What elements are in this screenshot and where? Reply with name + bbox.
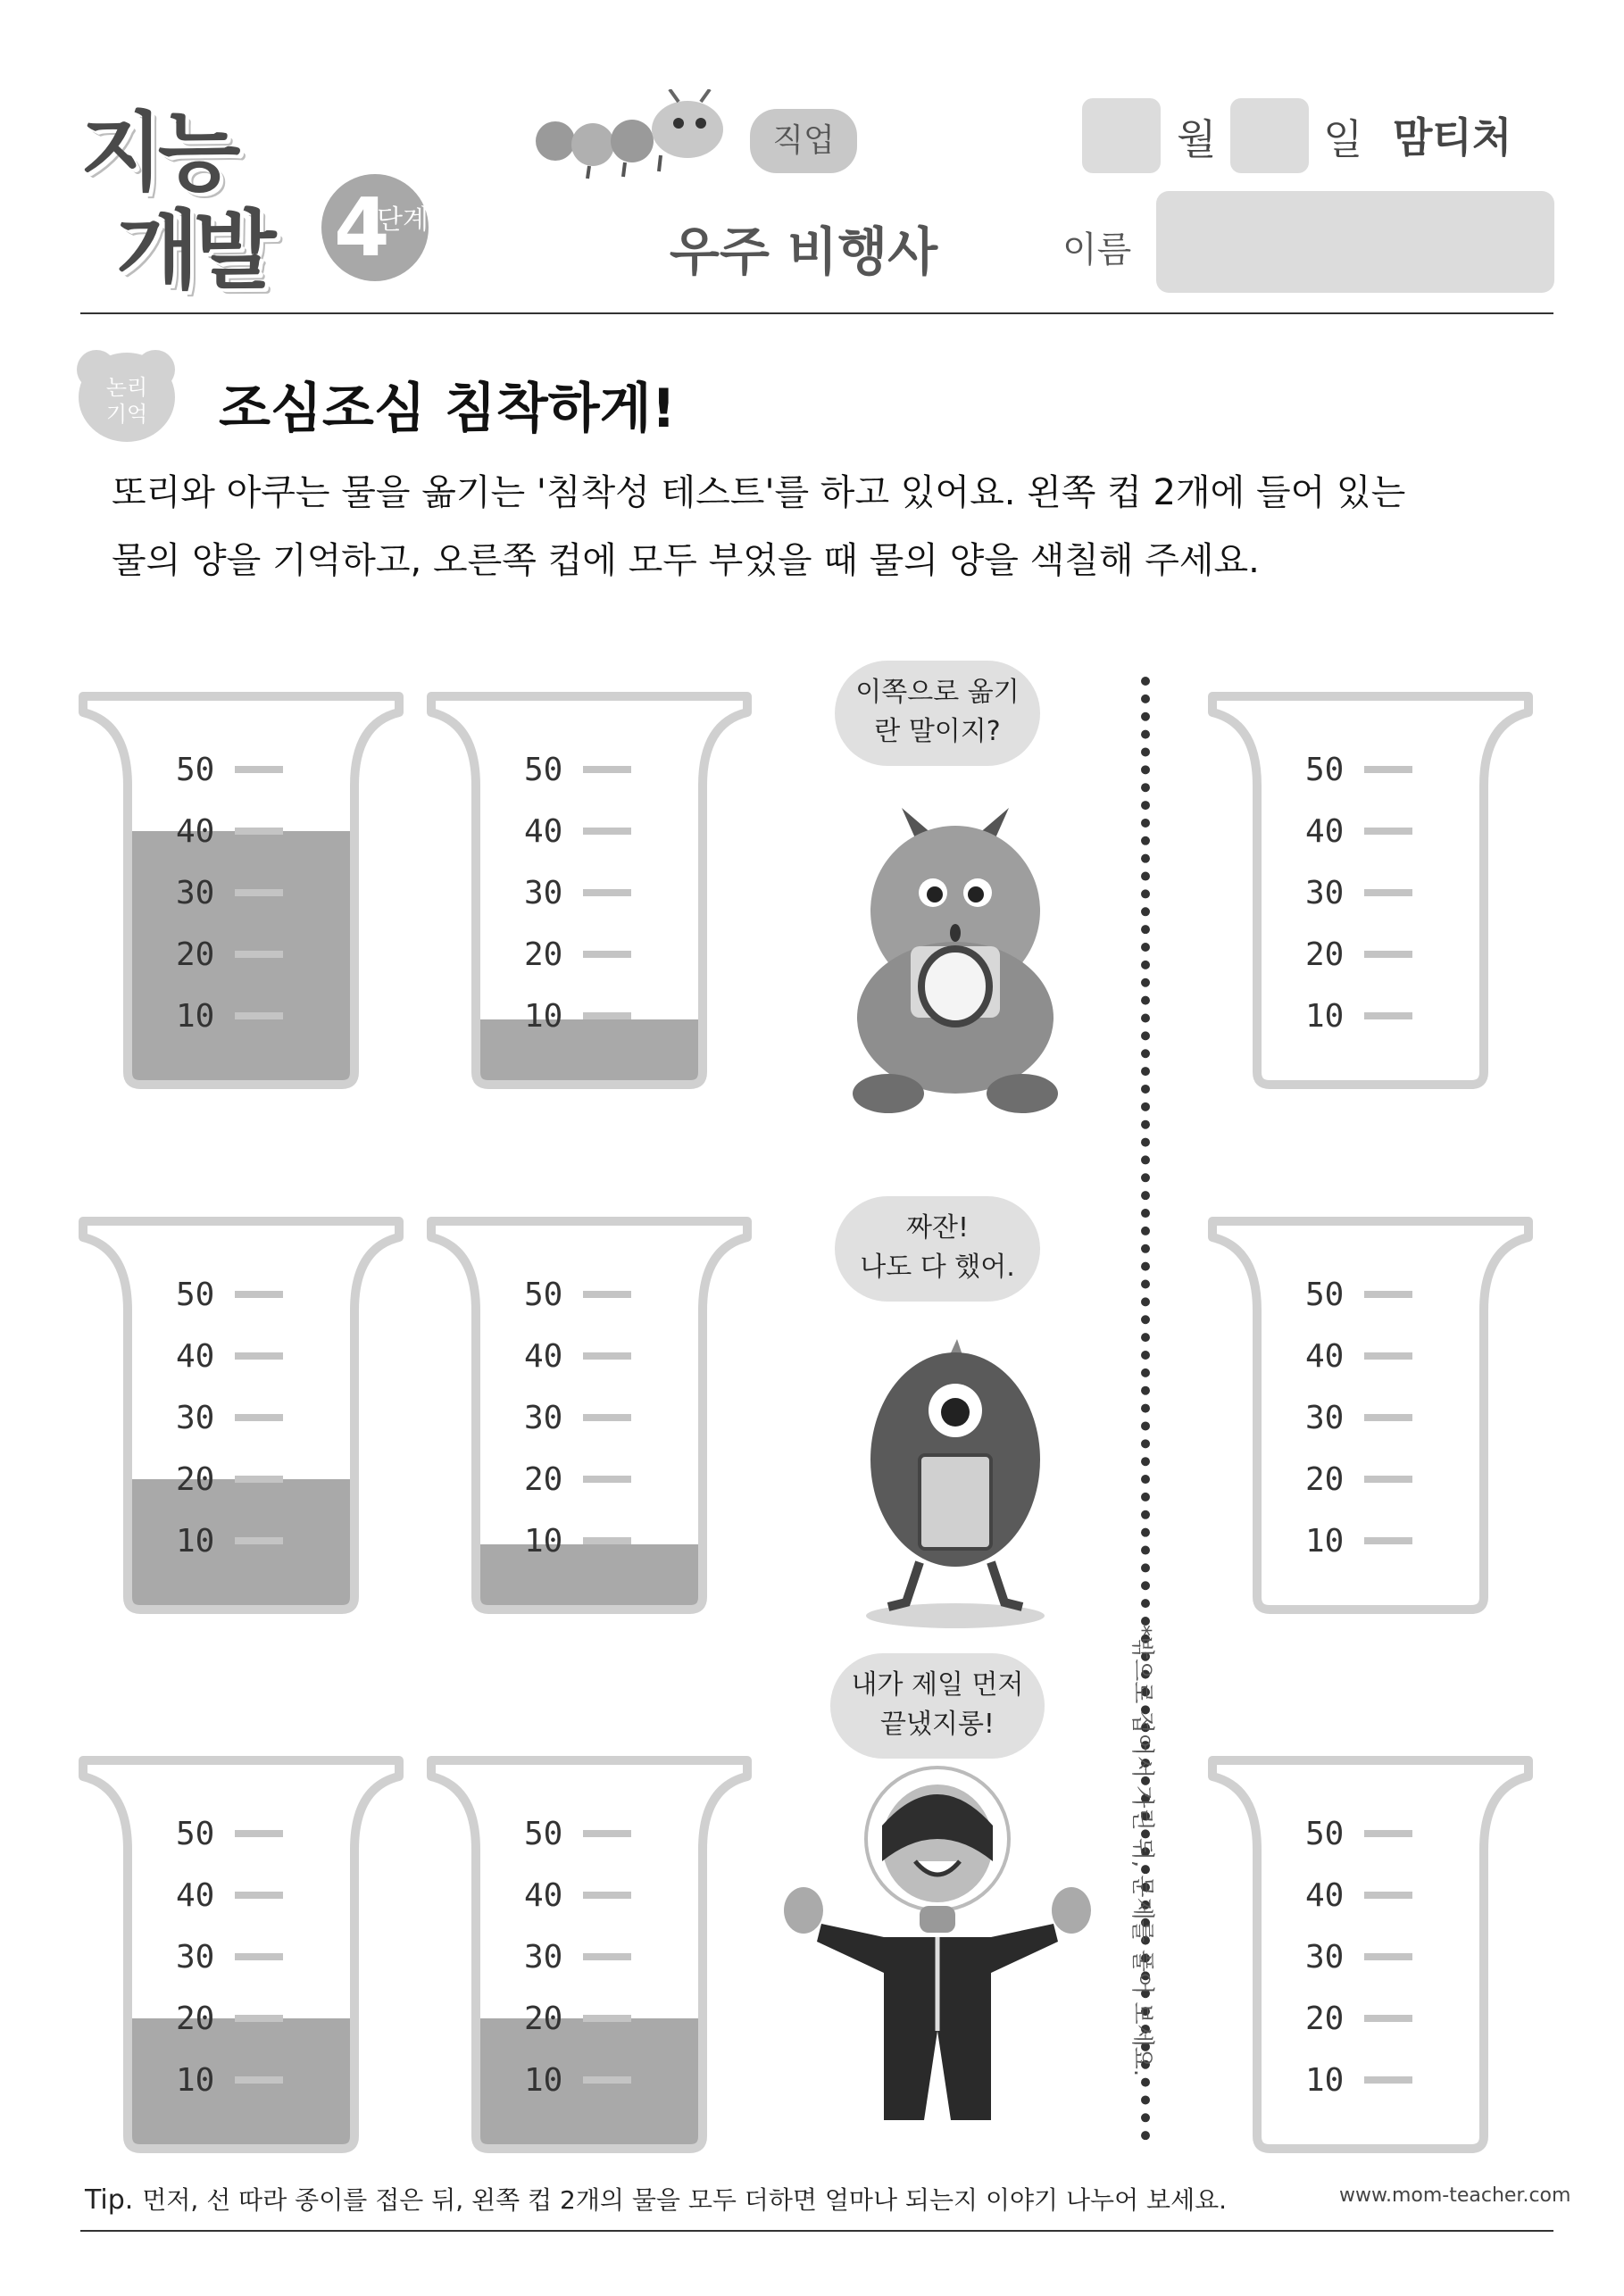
speech-bubble-3 — [830, 1653, 1045, 1759]
footer-divider — [80, 2230, 1553, 2232]
page-title: 조심조심 침착하게! — [219, 378, 676, 440]
scale-label: 10 — [176, 2062, 215, 2099]
scale-label: 10 — [1305, 2062, 1345, 2099]
scale-label: 50 — [1305, 1816, 1345, 1852]
logo — [80, 85, 455, 301]
water-fill — [476, 1019, 703, 1085]
name-field[interactable] — [1156, 191, 1554, 293]
scale-label: 40 — [524, 1338, 563, 1375]
speech-bubble-1 — [835, 661, 1040, 766]
bubble-2-line-1: 짜잔! — [906, 1212, 969, 1244]
tip-body: 먼저, 선 따라 종이를 접은 뒤, 왼쪽 컵 2개의 물을 모두 더하면 얼마나 되는지 이야기 나누어 보세요. — [142, 2185, 1228, 2215]
scale-label: 30 — [524, 1939, 563, 1976]
scale-label: 50 — [524, 1277, 563, 1313]
category-badge — [79, 353, 175, 442]
scale-label: 20 — [524, 2001, 563, 2037]
tip-text — [85, 2181, 1227, 2217]
row-1-left-cup-1 — [76, 687, 406, 1098]
scale-label: 10 — [176, 998, 215, 1035]
row-3-answer-cup[interactable] — [1205, 1751, 1536, 2162]
scale-label: 50 — [176, 1816, 215, 1852]
step-label: 단계 — [377, 204, 429, 236]
scale-label: 20 — [524, 1461, 563, 1498]
scale-label: 20 — [176, 936, 215, 973]
scale-label: 40 — [1305, 1877, 1345, 1914]
scale-label: 10 — [524, 2062, 563, 2099]
scale-label: 30 — [1305, 1400, 1345, 1436]
logo-text-top: 지능 — [80, 103, 236, 203]
scale-label: 20 — [176, 1461, 215, 1498]
scale-label: 40 — [176, 1338, 215, 1375]
tip-label: Tip. — [85, 2184, 134, 2216]
scale-label: 40 — [176, 1877, 215, 1914]
row-2-answer-cup[interactable] — [1205, 1212, 1536, 1623]
scale-label: 50 — [524, 1816, 563, 1852]
brand-logo: 맘티처 — [1393, 113, 1512, 162]
scale-label: 30 — [176, 1939, 215, 1976]
scale-label: 30 — [1305, 1939, 1345, 1976]
instruction-line-2: 물의 양을 기억하고, 오른쪽 컵에 모두 부었을 때 물의 양을 색칠해 주세요. — [112, 540, 1260, 581]
name-label: 이름 — [1062, 229, 1132, 270]
website-url: www.mom-teacher.com — [1339, 2184, 1571, 2207]
bubble-1-line-1: 이쪽으로 옮기 — [855, 677, 1020, 708]
step-badge — [321, 174, 429, 281]
scale-label: 40 — [524, 813, 563, 850]
scale-label: 30 — [524, 875, 563, 911]
row-1-answer-cup[interactable] — [1205, 687, 1536, 1098]
step-number: 4 — [334, 181, 390, 275]
scale-label: 40 — [1305, 813, 1345, 850]
scale-label: 40 — [176, 813, 215, 850]
header-divider — [80, 312, 1553, 314]
caterpillar-icon — [536, 89, 741, 187]
row-2-left-cup-1 — [76, 1212, 406, 1623]
badge-line-1: 논리 — [105, 375, 148, 400]
bubble-1-line-2: 란 말이지? — [874, 716, 1001, 747]
scale-label: 30 — [176, 875, 215, 911]
scale-label: 10 — [524, 1523, 563, 1560]
scale-label: 50 — [524, 752, 563, 788]
scale-label: 10 — [524, 998, 563, 1035]
job-name: 우주 비행사 — [669, 221, 938, 282]
scale-label: 40 — [524, 1877, 563, 1914]
scale-label: 10 — [1305, 1523, 1345, 1560]
scale-label: 20 — [176, 2001, 215, 2037]
job-tag: 직업 — [750, 109, 857, 173]
speech-bubble-2 — [835, 1196, 1040, 1302]
logo-text-bottom: 개발 — [116, 201, 271, 301]
month-box[interactable] — [1082, 98, 1161, 173]
scale-label: 50 — [1305, 1277, 1345, 1313]
scale-label: 50 — [1305, 752, 1345, 788]
bubble-3-line-1: 내가 제일 먼저 — [851, 1669, 1024, 1701]
badge-line-2: 기억 — [105, 402, 148, 427]
row-2-left-cup-2 — [424, 1212, 754, 1623]
row-3-left-cup-2 — [424, 1751, 754, 2162]
scale-label: 40 — [1305, 1338, 1345, 1375]
fold-note: *밖으로 접어서 가린 뒤, 문제를 풀어 보세요. — [1128, 1625, 1155, 2077]
row-3-left-cup-1 — [76, 1751, 406, 2162]
bubble-3-line-2: 끝냈지롱! — [880, 1709, 995, 1740]
scale-label: 20 — [1305, 936, 1345, 973]
astronaut-kid-character — [768, 1763, 1107, 2138]
scale-label: 20 — [1305, 2001, 1345, 2037]
bubble-2-line-2: 나도 다 했어. — [860, 1252, 1015, 1283]
day-box[interactable] — [1230, 98, 1309, 173]
water-fill — [476, 1544, 703, 1610]
scale-label: 10 — [1305, 998, 1345, 1035]
scale-label: 50 — [176, 1277, 215, 1313]
one-eyed-monster-character — [821, 1339, 1089, 1634]
scale-label: 20 — [524, 936, 563, 973]
instruction-line-1: 또리와 아쿠는 물을 옮기는 '침착성 테스트'를 하고 있어요. 왼쪽 컵 2개에 들어 있는 — [112, 472, 1406, 513]
scale-label: 30 — [524, 1400, 563, 1436]
day-label: 일 — [1323, 115, 1363, 163]
row-1-left-cup-2 — [424, 687, 754, 1098]
scale-label: 20 — [1305, 1461, 1345, 1498]
scale-label: 10 — [176, 1523, 215, 1560]
horned-monster-character — [835, 777, 1076, 1116]
month-label: 월 — [1177, 115, 1217, 163]
scale-label: 30 — [176, 1400, 215, 1436]
scale-label: 50 — [176, 752, 215, 788]
scale-label: 30 — [1305, 875, 1345, 911]
